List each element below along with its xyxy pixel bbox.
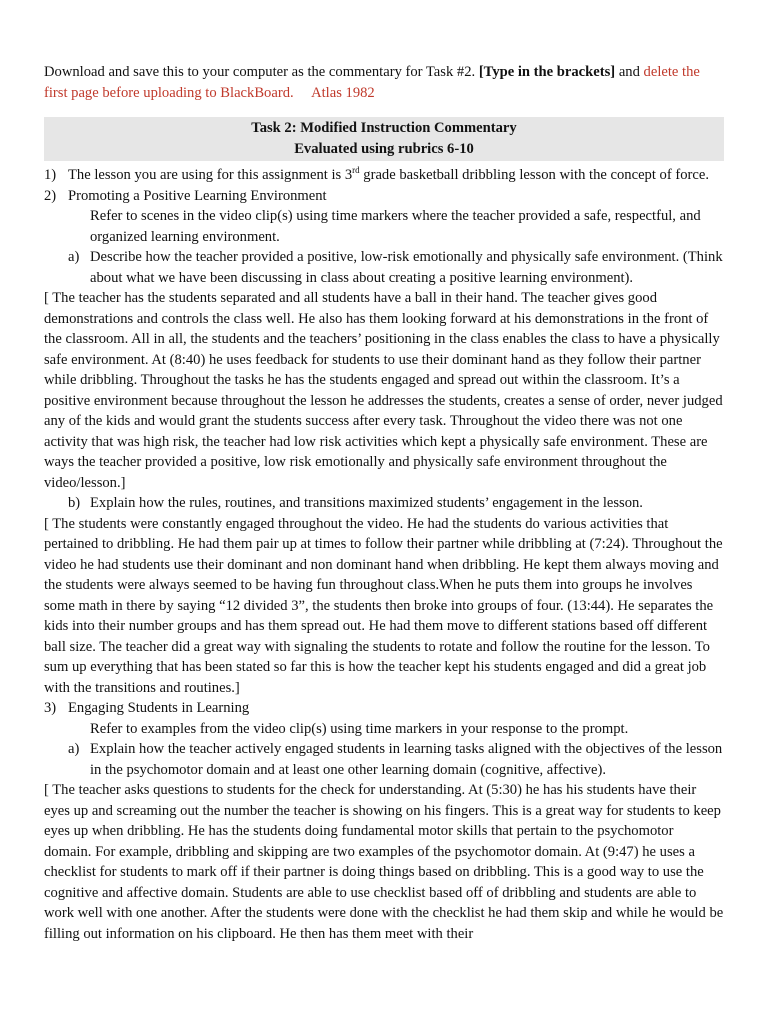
question-2 bbox=[44, 186, 724, 207]
title-box bbox=[44, 117, 724, 161]
question-1-number: 1) bbox=[44, 167, 57, 183]
answer-3a[interactable]: [ The teacher asks questions to students for the check for understanding. At (5:30) he has his students have their eyes up and screaming out the number the teacher is showing on his fingers. This is a great way for students to keep eyes up when dribbling. He has the students doing fundamental motor skills that pertain to the psychomotor domain. For example, dribbling and skipping are two examples of the psychomotor domain. At (9:47) he uses a checklist for students to mark off if their partner is doing things based on dribbling. This is a good way to use the cognitive and affective domain. Students are able to use checklist based off of dribbling and students are able to work well with one another. After the students were done with the checklist he had them skip and while he would be filling out information on his clipboard. He then has them meet with their bbox=[44, 782, 724, 942]
intro-instructions bbox=[44, 62, 724, 103]
question-1 bbox=[44, 165, 724, 186]
question-3 bbox=[44, 698, 724, 719]
document-content bbox=[44, 62, 724, 944]
question-3-number: 3) bbox=[44, 700, 57, 716]
question-3a bbox=[44, 739, 724, 780]
answer-2a[interactable]: [ The teacher has the students separated and all students have a ball in their hand. The teacher gives good demonstrations and controls the class well. He also has them looking forward at his demonstrations in the front of the classroom. All in all, the students and the teachers’ positioning in the class enables the class to have a physically safe environment. At (8:40) he uses feedback for students to use their dominant hand as they follow their partner while dribbling. Throughout the tasks he has the students engaged and spread out within the classroom. It’s a positive environment because throughout the lesson he addresses the students, creates a sense of order, never judged any of the kids and would grant the students success after every task. Throughout the video there was not one activity that was high risk, the teacher had low risk activities which kept a physically safe environment. These are ways the teacher provided a positive, low risk emotionally and physically safe environment throughout the video/lesson.] bbox=[44, 290, 723, 491]
intro-atlas: Atlas 1982 bbox=[311, 84, 375, 101]
question-2-refer: Refer to scenes in the video clip(s) using time markers where the teacher provided a safe, respectful, and organized learning environment. bbox=[90, 208, 701, 245]
question-1-text-start: The lesson you are using for this assignment is 3 bbox=[68, 167, 353, 183]
intro-and: and bbox=[618, 64, 640, 80]
answer-2b[interactable]: [ The students were constantly engaged throughout the video. He had the students do various activities that pertained to dribbling. He had them pair up at times to follow their partner while dribbling at (7:24). Throughout the video he had students use their dominant and non dominant hand when dribbling. He kept them always moving and the students were always seemed to be having fun throughout class.When he puts them into groups he involves some math in there by saying “12 divided 3”, the students then broke into groups of four. (13:44). He separates the kids into their number groups and has them spread out. He had them move to different stations based off different ball size. The teacher did a great way with signaling the students to rotate and follow the routine for the lesson. To sum up everything that has been stated so far this is how the teacher kept his students engaged and did a great job with the transitions and routines.] bbox=[44, 515, 723, 696]
question-3-refer: Refer to examples from the video clip(s) using time markers in your response to the prompt. bbox=[90, 720, 629, 737]
intro-text: Download and save this to your computer as the commentary for Task #2. bbox=[44, 64, 476, 80]
intro-bold-text: [Type in the brackets] bbox=[478, 64, 616, 80]
question-2b-prompt: Explain how the rules, routines, and transitions maximized students’ engagement in the lesson. bbox=[90, 495, 643, 511]
question-2a-prompt: Describe how the teacher provided a positive, low-risk emotionally and physically safe environment. (Think about what we have been discussing in class about creating a positive learning environment). bbox=[90, 249, 723, 286]
question-2b bbox=[44, 493, 724, 514]
question-3-heading: Engaging Students in Learning bbox=[68, 700, 250, 716]
question-2a-letter: a) bbox=[68, 249, 80, 265]
question-2-number: 2) bbox=[44, 187, 57, 204]
page-subtitle: Evaluated using rubrics 6-10 bbox=[294, 140, 474, 157]
question-1-text-end: grade basketball dribbling lesson with the concept of force. bbox=[359, 167, 709, 183]
question-3a-letter: a) bbox=[68, 741, 80, 757]
question-3a-prompt: Explain how the teacher actively engaged students in learning tasks aligned with the objectives of the lesson in the psychomotor domain and at least one other learning domain (cognitive, affective). bbox=[90, 741, 723, 778]
intro-red-text: delete the first page before uploading to BlackBoard. bbox=[44, 64, 700, 101]
question-1-text bbox=[68, 165, 724, 186]
question-2a bbox=[44, 247, 724, 288]
page-title: Task 2: Modified Instruction Commentary bbox=[251, 120, 517, 136]
question-2-heading: Promoting a Positive Learning Environment bbox=[68, 187, 327, 204]
question-1-superscript: rd bbox=[352, 165, 360, 176]
question-2b-letter: b) bbox=[68, 495, 81, 511]
